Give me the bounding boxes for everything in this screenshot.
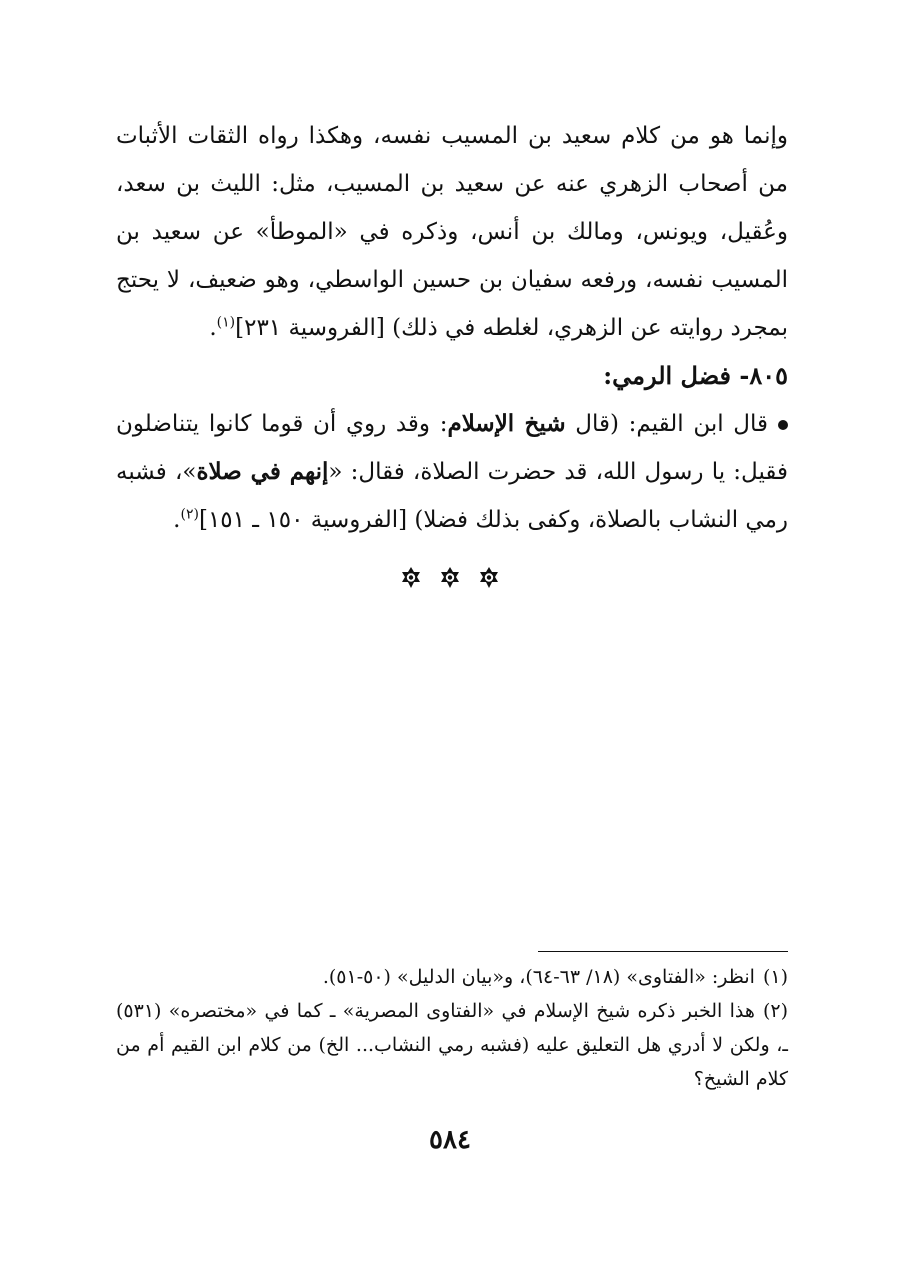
footnote-ref-2[interactable]: (٢) xyxy=(180,506,199,523)
footnote-1-text: انظر: «الفتاوى» (١٨/ ٦٣-٦٤)، و«بيان الدليل» (٥٠-٥١). xyxy=(322,966,755,988)
p2-end: . xyxy=(173,507,181,533)
footnote-ref-1[interactable]: (١) xyxy=(216,314,236,331)
p2-text-1: قال ابن القيم: (قال xyxy=(565,411,769,437)
footnote-2-number: (٢) xyxy=(762,1000,788,1022)
footnotes xyxy=(116,960,788,1096)
footnote-separator xyxy=(538,951,788,952)
page-number: ٥٨٤ xyxy=(429,1125,471,1155)
bullet-icon xyxy=(778,420,788,430)
paragraph-quote xyxy=(116,400,788,544)
footnote-1-number: (١) xyxy=(762,966,788,988)
p2-text-2: : وقد روي أن قوما كانوا يتناضلون فقيل: يا رسول الله، قد حضرت الصلاة، فقال: « xyxy=(116,411,789,485)
footnote-1 xyxy=(116,960,788,994)
footnote-2 xyxy=(116,994,788,1096)
paragraph-text: وإنما هو من كلام سعيد بن المسيب نفسه، وهكذا رواه الثقات الأثبات من أصحاب الزهري عنه عن سعيد بن المسيب، مثل: الليث بن سعد، وعُقيل، ويونس، ومالك بن أنس، وذكره في «الموطأ» عن سعيد بن المسيب نفسه، ورفعه سفيان بن حسين الواسطي، وهو ضعيف، لا يحتج بمجرد روايته عن الزهري، لغلطه في ذلك) [الفروسية ٢٣١] xyxy=(116,123,788,341)
section-divider xyxy=(0,566,900,594)
ornament-icon xyxy=(438,566,462,594)
p2-text-3: »، فشبه رمي النشاب بالصلاة، وكفى بذلك فضلا) [الفروسية ١٥٠ ـ ١٥١] xyxy=(116,459,788,533)
p2-bold-2: إنهم في صلاة xyxy=(196,458,329,485)
ornament-icon xyxy=(399,566,423,594)
p2-bold-1: شيخ الإسلام xyxy=(447,410,566,437)
paragraph-continuation xyxy=(116,112,788,352)
footnote-2-text: هذا الخبر ذكره شيخ الإسلام في «الفتاوى المصرية» ـ كما في «مختصره» (٥٣١) ـ، ولكن لا أدري هل التعليق عليه (فشبه رمي النشاب... الخ) من كلام ابن القيم أم من كلام الشيخ؟ xyxy=(116,1000,788,1090)
paragraph-end: . xyxy=(209,315,217,341)
section-heading: ٨٠٥- فضل الرمي: xyxy=(603,361,788,390)
ornament-icon xyxy=(477,566,501,594)
